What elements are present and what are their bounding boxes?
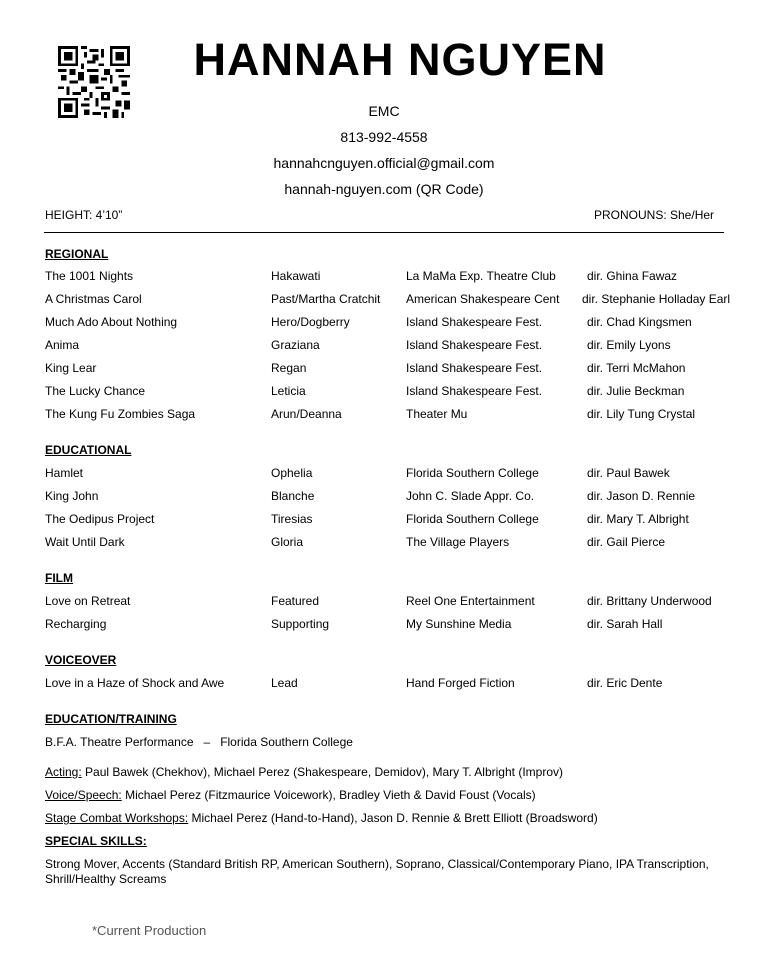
credit-row xyxy=(45,407,735,425)
acting-teachers: Paul Bawek (Chekhov), Michael Perez (Shakespeare, Demidov), Mary T. Albright (Improv) xyxy=(81,765,563,779)
voice-teachers: Michael Perez (Fitzmaurice Voicework), Bradley Vieth & David Foust (Vocals) xyxy=(121,788,536,802)
actor-name: HANNAH NGUYEN xyxy=(193,34,607,85)
company: American Shakespeare Cent xyxy=(406,292,560,306)
header-divider xyxy=(44,232,724,233)
credit-row xyxy=(45,512,735,530)
role: Leticia xyxy=(271,384,306,398)
footnote: *Current Production xyxy=(92,923,207,938)
degree: B.F.A. Theatre Performance – Florida Southern College xyxy=(45,735,353,749)
credit-row xyxy=(45,489,735,507)
company: Theater Mu xyxy=(406,407,468,421)
combat-label: Stage Combat Workshops: xyxy=(45,811,189,825)
company: Island Shakespeare Fest. xyxy=(406,384,543,398)
credit-row xyxy=(45,594,735,612)
credit-row xyxy=(45,676,735,694)
company: John C. Slade Appr. Co. xyxy=(406,489,535,503)
company: Hand Forged Fiction xyxy=(406,676,515,690)
credit-row xyxy=(45,384,735,402)
company: Reel One Entertainment xyxy=(406,594,535,608)
show-title: Love on Retreat xyxy=(45,594,131,608)
combat-training xyxy=(45,811,598,825)
role: Gloria xyxy=(271,535,304,549)
section-heading-film: FILM xyxy=(45,571,73,585)
section-heading-training: EDUCATION/TRAINING xyxy=(45,712,177,726)
section-heading-voiceover: VOICEOVER xyxy=(45,653,117,667)
height-info: HEIGHT: 4’10” xyxy=(45,208,123,222)
director: dir. Paul Bawek xyxy=(587,466,670,480)
pronouns-info: PRONOUNS: She/Her xyxy=(594,208,715,222)
show-title: King John xyxy=(45,489,99,503)
show-title: Anima xyxy=(45,338,80,352)
credit-row xyxy=(45,315,735,333)
company: Island Shakespeare Fest. xyxy=(406,338,543,352)
union-status: EMC xyxy=(368,103,400,119)
show-title: Wait Until Dark xyxy=(45,535,125,549)
skills-line-1: Strong Mover, Accents (Standard British RP, American Southern), Soprano, Classical/Contemporary Piano, IPA Transcription, xyxy=(45,857,709,871)
show-title: Love in a Haze of Shock and Awe xyxy=(45,676,225,690)
company: My Sunshine Media xyxy=(406,617,512,631)
company: La MaMa Exp. Theatre Club xyxy=(406,269,556,283)
show-title: A Christmas Carol xyxy=(45,292,142,306)
role: Lead xyxy=(271,676,298,690)
company: The Village Players xyxy=(406,535,510,549)
credit-row xyxy=(45,617,735,635)
director: dir. Julie Beckman xyxy=(587,384,685,398)
voice-label: Voice/Speech: xyxy=(45,788,122,802)
director: dir. Lily Tung Crystal xyxy=(587,407,696,421)
role: Blanche xyxy=(271,489,315,503)
voice-training xyxy=(45,788,536,802)
role: Ophelia xyxy=(271,466,313,480)
director: dir. Sarah Hall xyxy=(587,617,663,631)
acting-training xyxy=(45,765,563,779)
section-heading-educational: EDUCATIONAL xyxy=(45,443,132,457)
director: dir. Jason D. Rennie xyxy=(587,489,696,503)
director: dir. Stephanie Holladay Earl xyxy=(582,292,731,306)
credit-row xyxy=(45,292,735,310)
website-link[interactable]: hannah-nguyen.com (QR Code) xyxy=(284,181,484,197)
show-title: The Kung Fu Zombies Saga xyxy=(45,407,196,421)
director: dir. Terri McMahon xyxy=(587,361,686,375)
show-title: Much Ado About Nothing xyxy=(45,315,178,329)
credit-row xyxy=(45,466,735,484)
credit-row xyxy=(45,535,735,553)
role: Hero/Dogberry xyxy=(271,315,350,329)
director: dir. Ghina Fawaz xyxy=(587,269,678,283)
credit-row xyxy=(45,361,735,379)
show-title: The Lucky Chance xyxy=(45,384,146,398)
company: Island Shakespeare Fest. xyxy=(406,361,543,375)
director: dir. Brittany Underwood xyxy=(587,594,712,608)
phone-number: 813-992-4558 xyxy=(340,129,428,145)
role: Tiresias xyxy=(271,512,313,526)
role: Past/Martha Cratchit xyxy=(271,292,381,306)
director: dir. Chad Kingsmen xyxy=(587,315,692,329)
company: Florida Southern College xyxy=(406,466,539,480)
email-address[interactable]: hannahcnguyen.official@gmail.com xyxy=(273,155,495,171)
company: Island Shakespeare Fest. xyxy=(406,315,543,329)
director: dir. Emily Lyons xyxy=(587,338,671,352)
director: dir. Mary T. Albright xyxy=(587,512,689,526)
show-title: Hamlet xyxy=(45,466,84,480)
director: dir. Eric Dente xyxy=(587,676,663,690)
acting-label: Acting: xyxy=(45,765,82,779)
role: Featured xyxy=(271,594,320,608)
role: Regan xyxy=(271,361,307,375)
section-heading-skills: SPECIAL SKILLS: xyxy=(45,834,147,848)
section-heading-regional: REGIONAL xyxy=(45,247,109,261)
director: dir. Gail Pierce xyxy=(587,535,666,549)
role: Hakawati xyxy=(271,269,321,283)
company: Florida Southern College xyxy=(406,512,539,526)
role: Graziana xyxy=(271,338,320,352)
show-title: The Oedipus Project xyxy=(45,512,155,526)
credit-row xyxy=(45,338,735,356)
show-title: The 1001 Nights xyxy=(45,269,134,283)
skills-line-2: Shrill/Healthy Screams xyxy=(45,872,167,886)
credit-row xyxy=(45,269,735,287)
role: Supporting xyxy=(271,617,330,631)
show-title: Recharging xyxy=(45,617,107,631)
combat-teachers: Michael Perez (Hand-to-Hand), Jason D. Rennie & Brett Elliott (Broadsword) xyxy=(188,811,598,825)
show-title: King Lear xyxy=(45,361,97,375)
role: Arun/Deanna xyxy=(271,407,342,421)
